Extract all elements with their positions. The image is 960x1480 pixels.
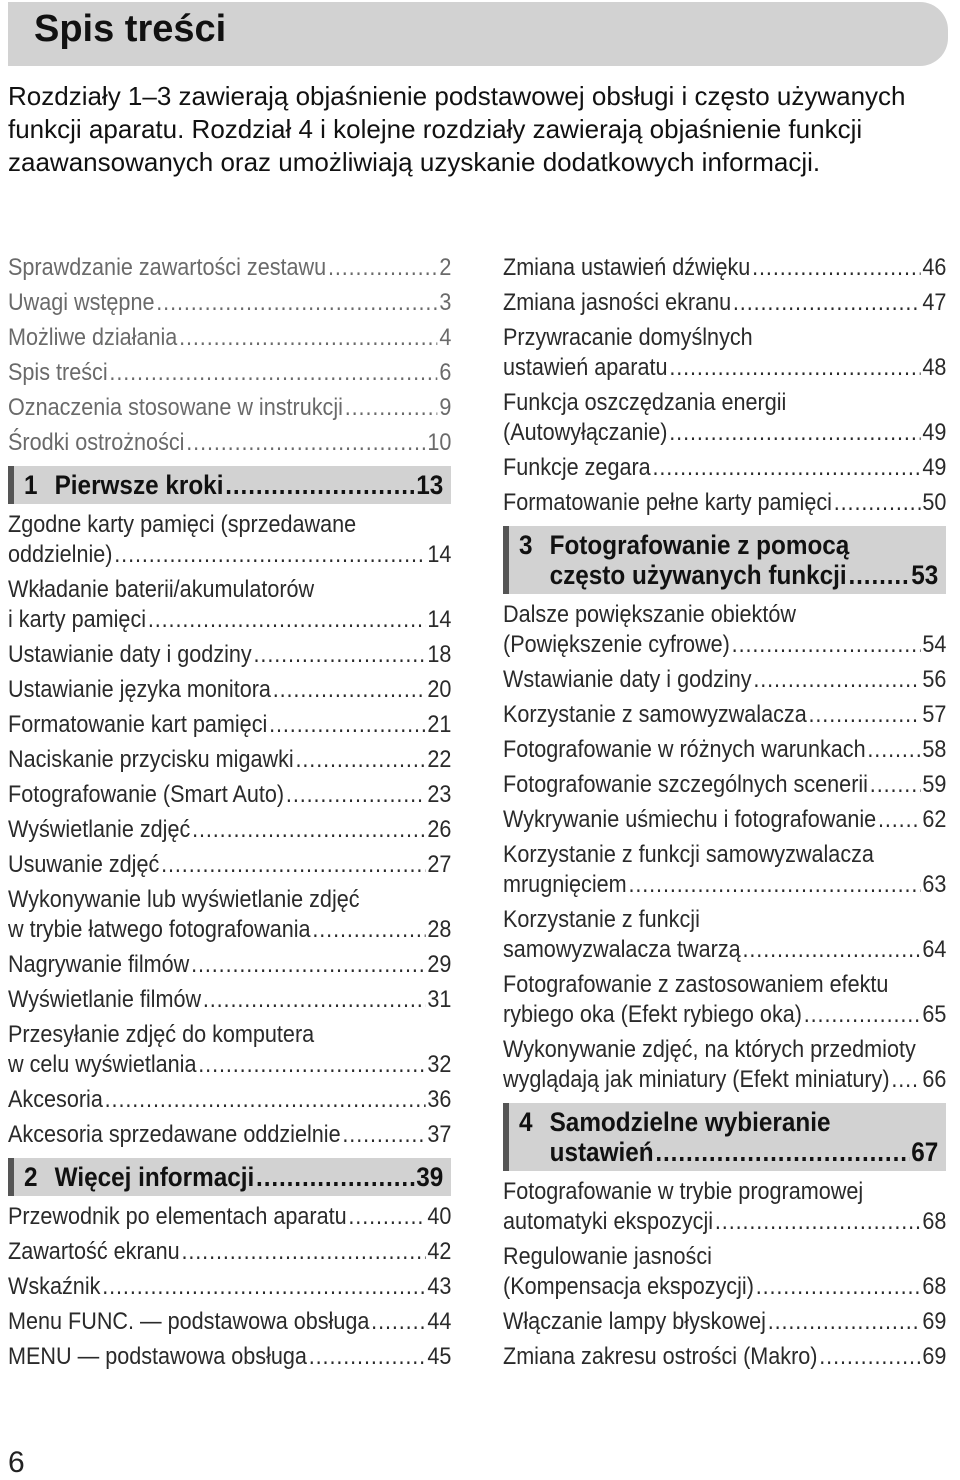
- entry-page-number: 66: [922, 1066, 947, 1093]
- toc-entry[interactable]: [8, 710, 451, 740]
- chapter-number: 4: [519, 1107, 533, 1137]
- entry-row: [503, 453, 946, 483]
- toc-entry[interactable]: [8, 815, 451, 845]
- toc-entry[interactable]: [503, 1342, 946, 1372]
- leader-dots: [342, 1120, 425, 1150]
- toc-entry[interactable]: [503, 488, 946, 518]
- entry-page-number: 47: [922, 289, 947, 316]
- toc-entry[interactable]: [503, 905, 946, 965]
- leader-dots: [186, 428, 425, 458]
- leader-dots: [848, 560, 909, 590]
- entry-title-line: Przesyłanie zdjęć do komputera: [8, 1021, 315, 1048]
- toc-entry[interactable]: [503, 805, 946, 835]
- entry-title: Zmiana jasności ekranu: [503, 289, 732, 316]
- entry-page-number: 20: [427, 676, 452, 703]
- entry-row: [8, 915, 451, 945]
- chapter-title-prefix: Fotografowanie z pomocą: [549, 530, 850, 560]
- entry-title: Spis treści: [8, 359, 108, 386]
- entry-page-number: 18: [427, 641, 452, 668]
- entry-page-number: 62: [922, 806, 947, 833]
- entry-title: Funkcje zegara: [503, 454, 651, 481]
- leader-dots: [114, 540, 425, 570]
- entry-row: [8, 640, 451, 670]
- entry-page-number: 14: [427, 606, 452, 633]
- leader-dots: [269, 710, 425, 740]
- page-number: 6: [8, 1446, 25, 1479]
- entry-row: [8, 288, 451, 318]
- leader-dots: [256, 1162, 414, 1192]
- toc-entry[interactable]: [8, 323, 451, 353]
- leader-dots: [254, 640, 426, 670]
- entry-title-line: Regulowanie jasności: [503, 1243, 712, 1270]
- entry-page-number: 54: [922, 631, 947, 658]
- toc-entry[interactable]: [8, 1307, 451, 1337]
- entry-row: [8, 1237, 451, 1267]
- leader-dots: [834, 488, 921, 518]
- toc-entry[interactable]: [8, 780, 451, 810]
- toc-entry[interactable]: [8, 1342, 451, 1372]
- entry-page-number: 23: [427, 781, 452, 808]
- entry-title: ustawień aparatu: [503, 354, 668, 381]
- entry-row: [503, 665, 946, 695]
- entry-row: [503, 935, 946, 965]
- leader-dots: [309, 1342, 426, 1372]
- entry-title-line: Przywracanie domyślnych: [503, 324, 753, 351]
- chapter-entry: [519, 1107, 938, 1167]
- entry-row: [8, 1202, 451, 1232]
- leader-dots: [371, 1307, 425, 1337]
- leader-dots: [742, 935, 920, 965]
- entry-title: Ustawianie języka monitora: [8, 676, 271, 703]
- entry-title: Uwagi wstępne: [8, 289, 155, 316]
- leader-dots: [148, 605, 426, 635]
- toc-entry[interactable]: [503, 770, 946, 800]
- entry-page-number: 27: [427, 851, 452, 878]
- entry-page-number: 69: [922, 1343, 947, 1370]
- entry-row: [8, 985, 451, 1015]
- chapter-number: 2: [24, 1162, 38, 1192]
- entry-title: Przewodnik po elementach aparatu: [8, 1203, 347, 1230]
- entry-page-number: 2: [439, 254, 452, 281]
- entry-title: Akcesoria sprzedawane oddzielnie: [8, 1121, 341, 1148]
- entry-row: [503, 253, 946, 283]
- entry-title: (Powiększenie cyfrowe): [503, 631, 730, 658]
- entry-title: automatyki ekspozycji: [503, 1208, 714, 1235]
- chapter-title: często używanych funkcji: [549, 560, 847, 590]
- entry-row: [8, 1050, 451, 1080]
- leader-dots: [179, 323, 437, 353]
- toc-entry[interactable]: [8, 575, 451, 635]
- toc-entry[interactable]: [8, 950, 451, 980]
- entry-title: Ustawianie daty i godziny: [8, 641, 252, 668]
- leader-dots: [752, 253, 920, 283]
- entry-row: [503, 1065, 946, 1095]
- entry-page-number: 65: [922, 1001, 947, 1028]
- chapter-entry: [519, 530, 938, 590]
- entry-title: Fotografowanie w różnych warunkach: [503, 736, 866, 763]
- leader-dots: [348, 1202, 425, 1232]
- entry-title-line: Korzystanie z funkcji samowyzwalacza: [503, 841, 874, 868]
- chapter-title-row: [24, 1162, 443, 1192]
- entry-row: [8, 358, 451, 388]
- toc-entry[interactable]: [503, 253, 946, 283]
- chapter-page-number: 13: [416, 470, 444, 500]
- entry-row: [8, 710, 451, 740]
- entry-title-line: Fotografowanie w trybie programowej: [503, 1178, 864, 1205]
- entry-row: [503, 870, 946, 900]
- leader-dots: [715, 1207, 921, 1237]
- entry-row: [503, 770, 946, 800]
- toc-entry[interactable]: [8, 640, 451, 670]
- entry-title: Nagrywanie filmów: [8, 951, 190, 978]
- leader-dots: [867, 735, 920, 765]
- leader-dots: [109, 358, 437, 388]
- entry-title-line: Wykonywanie lub wyświetlanie zdjęć: [8, 886, 360, 913]
- entry-row: [8, 950, 451, 980]
- entry-row: [503, 630, 946, 660]
- leader-dots: [809, 700, 921, 730]
- toc-entry[interactable]: [8, 1272, 451, 1302]
- toc-entry[interactable]: [8, 1085, 451, 1115]
- leader-dots: [191, 950, 425, 980]
- toc-entry[interactable]: [503, 1242, 946, 1302]
- entry-row: [8, 1307, 451, 1337]
- leader-dots: [669, 418, 920, 448]
- toc-right-column: [503, 253, 946, 1372]
- entry-title-line: Dalsze powiększanie obiektów: [503, 601, 796, 628]
- entry-title: wyglądają jak miniatury (Efekt miniatury): [503, 1066, 890, 1093]
- chapter-entry: [24, 1162, 443, 1192]
- entry-row: [503, 1207, 946, 1237]
- entry-title: Włączanie lampy błyskowej: [503, 1308, 766, 1335]
- entry-row: [503, 1342, 946, 1372]
- entry-title: Zmiana ustawień dźwięku: [503, 254, 751, 281]
- toc-entry[interactable]: [8, 850, 451, 880]
- chapter-entry: [24, 470, 443, 500]
- toc-entry[interactable]: [503, 288, 946, 318]
- entry-row: [8, 540, 451, 570]
- chapter-title: Pierwsze kroki: [54, 470, 224, 500]
- entry-title-line: Funkcja oszczędzania energii: [503, 389, 787, 416]
- entry-title-line: Wykonywanie zdjęć, na których przedmioty: [503, 1036, 916, 1063]
- leader-dots: [102, 1272, 425, 1302]
- entry-row: [503, 1000, 946, 1030]
- entry-row: [8, 1120, 451, 1150]
- toc-entry[interactable]: [8, 985, 451, 1015]
- entry-page-number: 45: [427, 1343, 452, 1370]
- entry-page-number: 63: [922, 871, 947, 898]
- entry-title-line: Zgodne karty pamięci (sprzedawane: [8, 511, 357, 538]
- entry-row: [503, 418, 946, 448]
- entry-title-line: Wkładanie baterii/akumulatorów: [8, 576, 315, 603]
- entry-title: samowyzwalacza twarzą: [503, 936, 741, 963]
- entry-title: Menu FUNC. — podstawowa obsługa: [8, 1308, 370, 1335]
- leader-dots: [161, 850, 425, 880]
- entry-title: Sprawdzanie zawartości zestawu: [8, 254, 327, 281]
- toc-entry[interactable]: [8, 1120, 451, 1150]
- chapter-heading[interactable]: [503, 526, 946, 594]
- entry-title: Wyświetlanie zdjęć: [8, 816, 191, 843]
- toc-entry[interactable]: [503, 1035, 946, 1095]
- entry-page-number: 46: [922, 254, 947, 281]
- entry-page-number: 59: [922, 771, 947, 798]
- entry-row: [8, 850, 451, 880]
- entry-row: [8, 323, 451, 353]
- leader-dots: [181, 1237, 425, 1267]
- toc-entry[interactable]: [503, 388, 946, 448]
- entry-page-number: 48: [922, 354, 947, 381]
- chapter-title-row: [519, 1137, 938, 1167]
- entry-page-number: 10: [427, 429, 452, 456]
- entry-title: Oznaczenia stosowane w instrukcji: [8, 394, 343, 421]
- entry-title-line: Fotografowanie z zastosowaniem efektu: [503, 971, 889, 998]
- chapter-number: 1: [24, 470, 38, 500]
- leader-dots: [628, 870, 920, 900]
- toc-entry[interactable]: [503, 323, 946, 383]
- chapter-page-number: 39: [416, 1162, 444, 1192]
- leader-dots: [198, 1050, 425, 1080]
- entry-row: [8, 253, 451, 283]
- entry-title: Fotografowanie (Smart Auto): [8, 781, 285, 808]
- chapter-heading[interactable]: [8, 1158, 451, 1196]
- toc-entry[interactable]: [8, 253, 451, 283]
- entry-row: [8, 428, 451, 458]
- toc-entry[interactable]: [503, 453, 946, 483]
- entry-title: rybiego oka (Efekt rybiego oka): [503, 1001, 802, 1028]
- leader-dots: [819, 1342, 920, 1372]
- entry-row: [503, 735, 946, 765]
- intro-paragraph: Rozdziały 1–3 zawierają objaśnienie podstawowej obsługi i często używanych funkcji aparatu. Rozdział 4 i kolejne rozdziały zawierają objaśnienie funkcji zaawansowanych oraz umożliwiają uzyskanie dodatkowych informacji.: [8, 81, 906, 177]
- entry-page-number: 68: [922, 1273, 947, 1300]
- entry-page-number: 44: [427, 1308, 452, 1335]
- leader-dots: [655, 1137, 909, 1167]
- leader-dots: [286, 780, 426, 810]
- entry-title: mrugnięciem: [503, 871, 627, 898]
- entry-title: Wstawianie daty i godziny: [503, 666, 752, 693]
- leader-dots: [756, 1272, 921, 1302]
- entry-page-number: 21: [427, 711, 452, 738]
- toc-entry[interactable]: [8, 745, 451, 775]
- leader-dots: [891, 1065, 920, 1095]
- toc-entry[interactable]: [503, 600, 946, 660]
- entry-page-number: 6: [439, 359, 452, 386]
- entry-title: Wykrywanie uśmiechu i fotografowanie: [503, 806, 877, 833]
- entry-title: Formatowanie pełne karty pamięci: [503, 489, 832, 516]
- entry-row: [8, 745, 451, 775]
- leader-dots: [328, 253, 438, 283]
- entry-row: [8, 815, 451, 845]
- entry-page-number: 56: [922, 666, 947, 693]
- entry-page-number: 37: [427, 1121, 452, 1148]
- toc-entry[interactable]: [503, 1177, 946, 1237]
- entry-title: Fotografowanie szczególnych scenerii: [503, 771, 868, 798]
- entry-page-number: 9: [439, 394, 452, 421]
- entry-title: Usuwanie zdjęć: [8, 851, 160, 878]
- entry-row: [503, 1307, 946, 1337]
- entry-title: Naciskanie przycisku migawki: [8, 746, 294, 773]
- entry-row: [8, 605, 451, 635]
- entry-page-number: 49: [922, 419, 947, 446]
- leader-dots: [203, 985, 426, 1015]
- toc-entry[interactable]: [503, 840, 946, 900]
- chapter-heading[interactable]: [503, 1103, 946, 1171]
- entry-title: MENU — podstawowa obsługa: [8, 1343, 307, 1370]
- toc-entry[interactable]: [8, 288, 451, 318]
- entry-row: [503, 805, 946, 835]
- leader-dots: [273, 675, 426, 705]
- leader-dots: [345, 393, 438, 423]
- entry-row: [8, 780, 451, 810]
- entry-title: w trybie łatwego fotografowania: [8, 916, 311, 943]
- leader-dots: [732, 630, 921, 660]
- chapter-title: Więcej informacji: [54, 1162, 255, 1192]
- toc-entry[interactable]: [8, 675, 451, 705]
- entry-title: (Kompensacja ekspozycji): [503, 1273, 754, 1300]
- entry-row: [503, 288, 946, 318]
- toc-entry[interactable]: [8, 1202, 451, 1232]
- leader-dots: [804, 1000, 921, 1030]
- toc-entry[interactable]: [8, 510, 451, 570]
- entry-title: oddzielnie): [8, 541, 113, 568]
- entry-page-number: 64: [922, 936, 947, 963]
- entry-page-number: 40: [427, 1203, 452, 1230]
- chapter-heading[interactable]: [8, 466, 451, 504]
- entry-title: Korzystanie z samowyzwalacza: [503, 701, 807, 728]
- leader-dots: [105, 1085, 426, 1115]
- toc-entry[interactable]: [503, 970, 946, 1030]
- toc-entry[interactable]: [503, 700, 946, 730]
- entry-page-number: 28: [427, 916, 452, 943]
- entry-page-number: 42: [427, 1238, 452, 1265]
- entry-title: (Autowyłączanie): [503, 419, 668, 446]
- leader-dots: [733, 288, 921, 318]
- entry-title: Możliwe działania: [8, 324, 178, 351]
- chapter-title-line: [519, 530, 938, 560]
- entry-page-number: 49: [922, 454, 947, 481]
- entry-row: [503, 353, 946, 383]
- entry-title-line: Korzystanie z funkcji: [503, 906, 700, 933]
- toc-entry[interactable]: [503, 1307, 946, 1337]
- entry-page-number: 57: [922, 701, 947, 728]
- entry-row: [8, 1342, 451, 1372]
- entry-page-number: 14: [427, 541, 452, 568]
- entry-page-number: 32: [427, 1051, 452, 1078]
- entry-row: [503, 700, 946, 730]
- chapter-title: ustawień: [549, 1137, 654, 1167]
- toc-entry[interactable]: [503, 665, 946, 695]
- entry-row: [8, 393, 451, 423]
- leader-dots: [295, 745, 425, 775]
- leader-dots: [192, 815, 425, 845]
- leader-dots: [225, 470, 414, 500]
- chapter-title-prefix: Samodzielne wybieranie: [549, 1107, 831, 1137]
- leader-dots: [652, 453, 920, 483]
- entry-page-number: 29: [427, 951, 452, 978]
- entry-title: i karty pamięci: [8, 606, 147, 633]
- toc-entry[interactable]: [8, 393, 451, 423]
- toc-entry[interactable]: [503, 735, 946, 765]
- leader-dots: [669, 353, 920, 383]
- toc-entry[interactable]: [8, 358, 451, 388]
- entry-title: Wskaźnik: [8, 1273, 101, 1300]
- entry-page-number: 50: [922, 489, 947, 516]
- entry-title: Formatowanie kart pamięci: [8, 711, 268, 738]
- entry-page-number: 4: [439, 324, 452, 351]
- leader-dots: [753, 665, 920, 695]
- chapter-title-row: [519, 560, 938, 590]
- toc-entry[interactable]: [8, 1020, 451, 1080]
- leader-dots: [768, 1307, 921, 1337]
- leader-dots: [156, 288, 437, 318]
- title-bar: [8, 2, 948, 66]
- entry-page-number: 26: [427, 816, 452, 843]
- entry-page-number: 22: [427, 746, 452, 773]
- entry-title: Wyświetlanie filmów: [8, 986, 202, 1013]
- toc-entry[interactable]: [8, 885, 451, 945]
- entry-page-number: 31: [427, 986, 452, 1013]
- chapter-title-line: [519, 1107, 938, 1137]
- page-title: Spis treści: [34, 8, 227, 50]
- entry-title: Akcesoria: [8, 1086, 103, 1113]
- entry-page-number: 43: [427, 1273, 452, 1300]
- leader-dots: [878, 805, 921, 835]
- entry-page-number: 36: [427, 1086, 452, 1113]
- entry-row: [8, 1272, 451, 1302]
- entry-row: [8, 675, 451, 705]
- chapter-title-row: [24, 470, 443, 500]
- toc-entry[interactable]: [8, 1237, 451, 1267]
- toc-left-column: [8, 253, 451, 1372]
- chapter-page-number: 53: [911, 560, 939, 590]
- toc-entry[interactable]: [8, 428, 451, 458]
- entry-row: [503, 1272, 946, 1302]
- entry-title: Środki ostrożności: [8, 429, 185, 456]
- chapter-page-number: 67: [911, 1137, 939, 1167]
- leader-dots: [870, 770, 921, 800]
- entry-title: w celu wyświetlania: [8, 1051, 197, 1078]
- entry-row: [503, 488, 946, 518]
- entry-page-number: 68: [922, 1208, 947, 1235]
- entry-page-number: 58: [922, 736, 947, 763]
- entry-row: [8, 1085, 451, 1115]
- entry-page-number: 69: [922, 1308, 947, 1335]
- leader-dots: [312, 915, 425, 945]
- entry-page-number: 3: [439, 289, 452, 316]
- chapter-number: 3: [519, 530, 533, 560]
- entry-title: Zmiana zakresu ostrości (Makro): [503, 1343, 818, 1370]
- entry-title: Zawartość ekranu: [8, 1238, 180, 1265]
